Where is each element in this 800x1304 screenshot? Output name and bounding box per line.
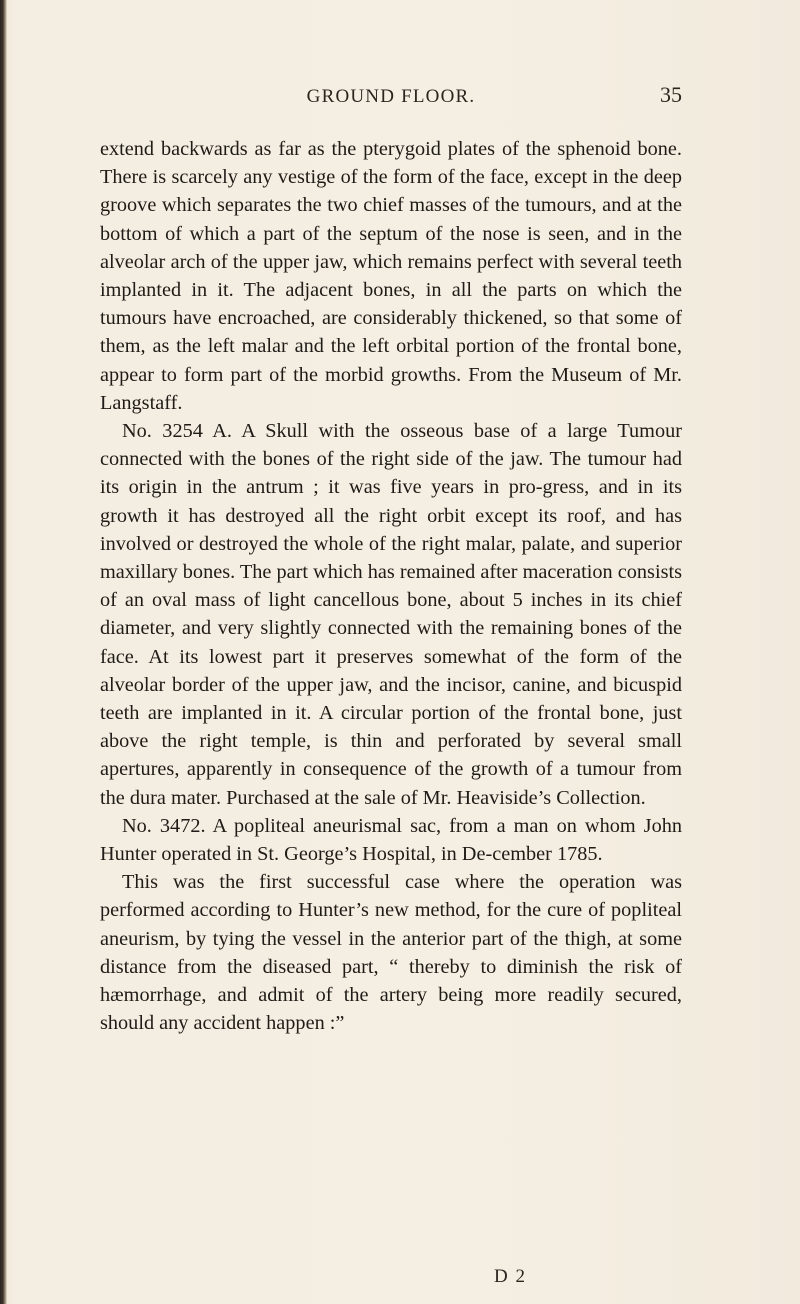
paragraph-continuation: extend backwards as far as the pterygoid plates of the sphenoid bone. There is scarcely any vestige of the form of the face, except in the deep groove which separates the two chief masses of the tumours, and at the bottom of which a part of the septum of the nose is seen, and in the alveolar arch of the upper jaw, which remains perfect with several teeth implanted in it. The adjacent bones, in all the parts on which the tumours have encroached, are considerably thickened, so that some of them, as the left malar and the left orbital portion of the frontal bone, appear to form part of the morbid growths. From the Museum of Mr. Langstaff. [100, 138, 682, 414]
body-text [100, 135, 682, 1038]
page-header-title: GROUND FLOOR. [306, 86, 476, 107]
paragraph-hunter-operation: This was the first successful case where the operation was performed according to Hunter’s new method, for the cure of popliteal aneurism, by tying the vessel in the anterior part of the thigh, at some distance from the diseased part, “ thereby to diminish the risk of hæmorrhage, and admit of the artery being more readily secured, should any accident happen :” [100, 871, 682, 1035]
paragraph-specimen-3254a: No. 3254 A. A Skull with the osseous base of a large Tumour connected with the bones of the right side of the jaw. The tumour had its origin in the antrum ; it was five years in pro-gress, and in its growth it has destroyed all the right orbit except its roof, and has involved or destroyed the whole of the right malar, palate, and superior maxillary bones. The part which has remained after maceration consists of an oval mass of light cancellous bone, about 5 inches in its chief diameter, and very slightly connected with the remaining bones of the face. At its lowest part it preserves somewhat of the form of the alveolar border of the upper jaw, and the incisor, canine, and bicuspid teeth are implanted in it. A circular portion of the frontal bone, just above the right temple, is thin and perforated by several small apertures, apparently in consequence of the growth of a tumour from the dura mater. Purchased at the sale of Mr. Heaviside’s Collection. [100, 420, 682, 809]
paragraph-specimen-3472: No. 3472. A popliteal aneurismal sac, from a man on whom John Hunter operated in St. George’s Hospital, in De-cember 1785. [100, 814, 682, 866]
page-number: 35 [660, 82, 682, 107]
running-head [100, 82, 682, 116]
signature-mark: D 2 [494, 1266, 527, 1287]
binding-edge [0, 0, 7, 1304]
